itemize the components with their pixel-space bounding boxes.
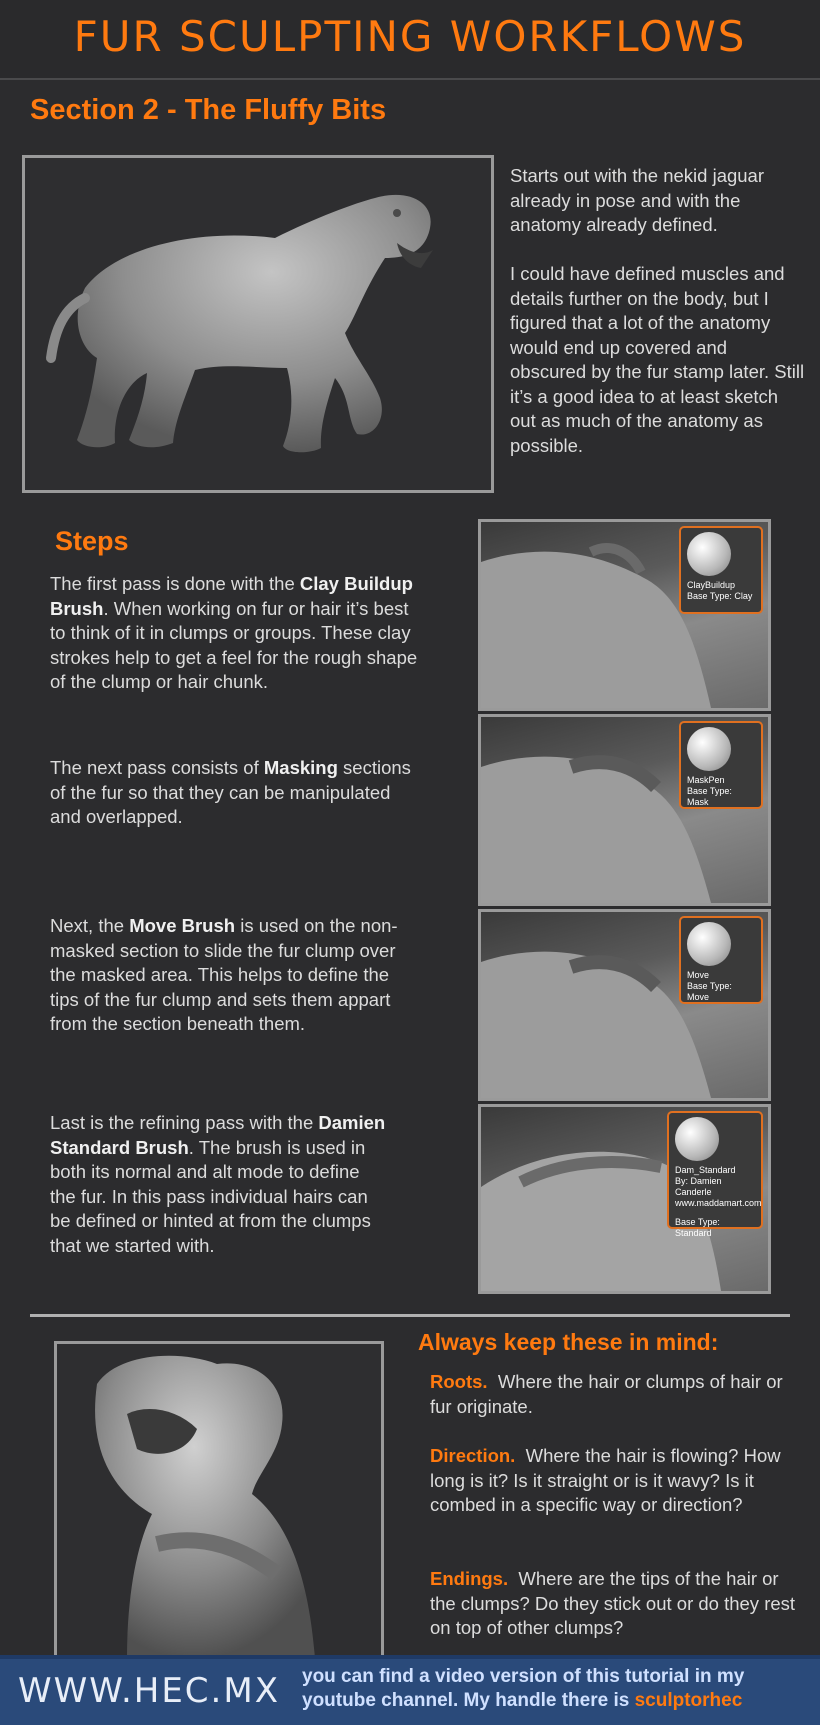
brush-name: MaskPen — [687, 775, 725, 785]
footer-message — [302, 1665, 812, 1713]
claybuildup-brush-icon — [687, 532, 731, 576]
mind-text-endings: Where are the tips of the hair or the clumps? Do they stick out or do they rest on top of other clumps? — [430, 1568, 796, 1638]
step-3-image — [478, 909, 771, 1101]
move-brush-icon — [687, 922, 731, 966]
intro-paragraph-1: Starts out with the nekid jaguar already in pose and with the anatomy already defined. — [510, 165, 765, 235]
step-1-text — [50, 572, 420, 695]
mind-text-roots: Where the hair or clumps of hair or fur originate. — [430, 1371, 783, 1417]
step-4-post: . The brush is used in both its normal and alt mode to define the fur. In this pass individual hairs can be defined or hinted at from the clumps that we started with. — [50, 1136, 371, 1256]
step-4-text — [50, 1111, 390, 1258]
youtube-handle[interactable]: sculptorhec — [634, 1690, 743, 1711]
step-1-brush-label: Clay Buildup Brush — [50, 573, 413, 619]
jaguar-illustration — [25, 158, 491, 490]
brush-type: Base Type: Move — [687, 981, 732, 1002]
step-2-pre: The next pass consists of — [50, 757, 264, 778]
brush-type: Base Type: Mask — [687, 786, 732, 807]
mind-text-direction: Where the hair is flowing? How long is it? Is it straight or is it wavy? Is it combed in a specific way or direction? — [430, 1445, 781, 1515]
step-1-pre: The first pass is done with the — [50, 573, 300, 594]
step-3-brush-label: Move Brush — [129, 915, 236, 936]
footer-website-link[interactable]: WWW.HEC.MX — [18, 1671, 280, 1711]
brush-card-maskpen — [679, 721, 763, 809]
mind-key-endings: Endings. — [430, 1568, 509, 1589]
section-title: Section 2 - The Fluffy Bits — [30, 94, 387, 126]
step-3-text — [50, 914, 420, 1037]
jaguar-bust-illustration — [57, 1344, 381, 1659]
step-3-post: is used on the non-masked section to slide the fur clump over the masked area. This helps to define the tips of the fur clump and sets them appart from the section beneath them. — [50, 915, 398, 1034]
brush-type: Base Type: Standard — [675, 1217, 720, 1238]
step-1-image — [478, 519, 771, 711]
step-2-image — [478, 714, 771, 906]
intro-paragraph-2: I could have defined muscles and details further on the body, but I figured that a lot of the anatomy would end up covered and obscured by the fur stamp later. Still it’s a good idea to at least sketch out as much of the anatomy as possible. — [510, 263, 805, 456]
jaguar-render-image — [22, 155, 494, 493]
maskpen-brush-icon — [687, 727, 731, 771]
step-4-brush-label: Damien Standard Brush — [50, 1112, 386, 1158]
step-2-text — [50, 756, 420, 830]
mind-item-endings — [430, 1567, 802, 1641]
mind-item-roots — [430, 1370, 802, 1419]
brush-card-move — [679, 916, 763, 1004]
mind-key-direction: Direction. — [430, 1445, 516, 1466]
brush-url: www.maddamart.com — [675, 1198, 762, 1208]
brush-name: ClayBuildup — [687, 580, 736, 590]
jaguar-bust-image — [54, 1341, 384, 1659]
keep-in-mind-heading: Always keep these in mind: — [418, 1329, 719, 1355]
brush-name: Move — [687, 970, 710, 980]
step-1-post: . When working on fur or hair it’s best to think of it in clumps or groups. These clay strokes help to get a feel for the rough shape of the clump or hair chunk. — [50, 597, 418, 692]
step-4-pre: Last is the refining pass with the — [50, 1112, 319, 1133]
dam-standard-brush-icon — [675, 1117, 719, 1161]
brush-author: By: Damien Canderle — [675, 1176, 722, 1197]
brush-type: Base Type: Clay — [687, 591, 753, 601]
brush-name: Dam_Standard — [675, 1165, 736, 1175]
step-3-pre: Next, the — [50, 915, 130, 936]
mind-key-roots: Roots. — [430, 1371, 488, 1392]
section-divider — [30, 1314, 790, 1317]
brush-card-dam-standard — [667, 1111, 763, 1238]
footer-message-text: you can find a video version of this tutorial in my youtube channel. My handle there is — [302, 1666, 745, 1711]
brush-card-claybuildup — [679, 526, 763, 614]
page-title: FUR SCULPTING WORKFLOWS — [73, 12, 747, 61]
mind-item-direction — [430, 1444, 802, 1518]
step-2-post: sections of the fur so that they can be manipulated and overlapped. — [50, 757, 411, 827]
step-4-image — [478, 1104, 771, 1294]
steps-heading: Steps — [55, 526, 129, 556]
step-2-brush-label: Masking — [263, 757, 338, 778]
